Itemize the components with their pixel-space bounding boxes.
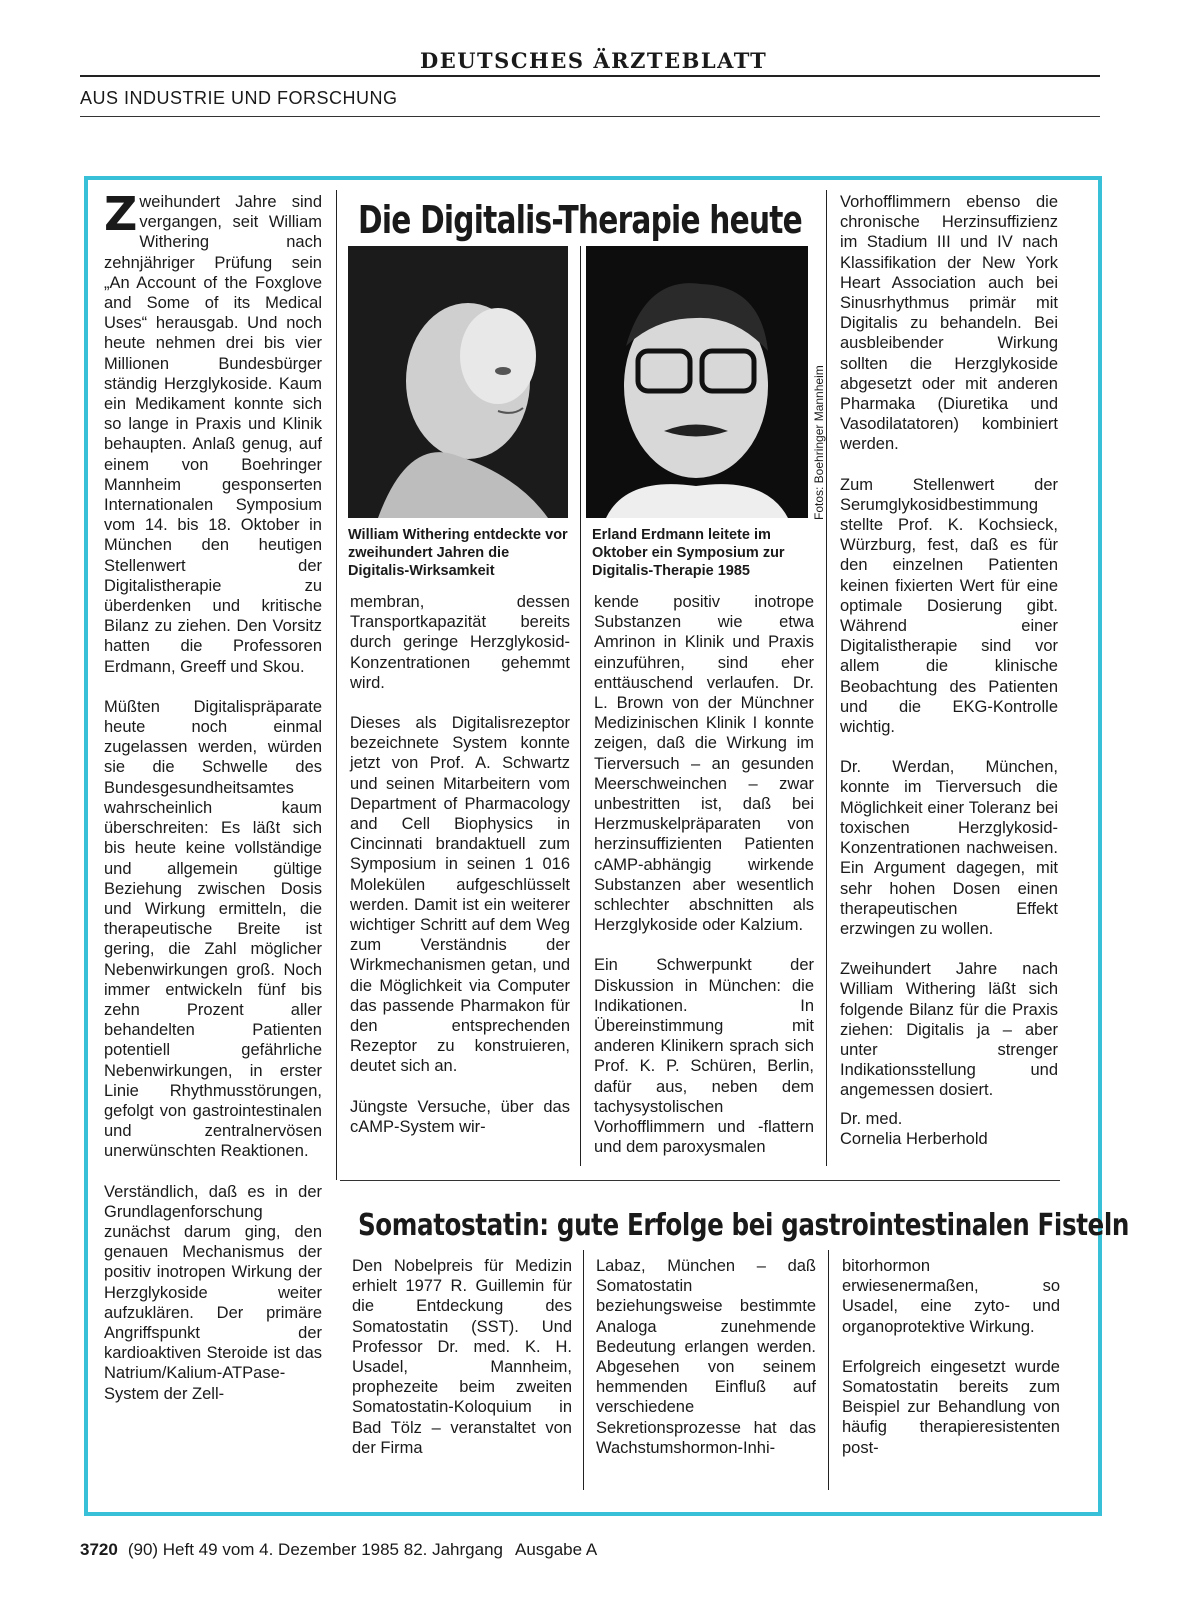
paragraph: Dieses als Digitalisrezeptor bezeichnete System konnte jetzt von Prof. A. Schwartz und seinen Mitarbeitern vom Department of Pharmacology and Cell Biophysics in Cincinnati brandaktuell zum Symposium in seinen 1 016 Molekülen aufgeschlüsselt werden. Damit ist ein weiterer wichtiger Schritt auf dem Weg zum Verständnis der Wirkmechanismen getan, und die Möglichkeit via Computer das passende Pharmakon für den entsprechenden Rezeptor zu konstruieren, deutet sich an. <box>350 714 570 1076</box>
paragraph: Dr. Werdan, München, konnte im Tierversuch die Möglichkeit einer Toleranz bei toxischen Herzglykosid-Konzentrationen nachweisen. Ein Argument dagegen, mit sehr hohen Dosen einen therapeutischen Effekt erzwingen zu wollen. <box>840 758 1058 938</box>
author-name: Cornelia Herberhold <box>840 1129 988 1148</box>
photo-credit: Fotos: Boehringer Mannheim <box>812 365 826 520</box>
page-number: 3720 <box>80 1540 118 1559</box>
article1-col4 <box>840 192 1058 1149</box>
column-divider <box>583 1250 584 1490</box>
section-rule <box>80 116 1100 117</box>
paragraph: Zweihundert Jahre nach William Withering läßt sich folgende Bilanz für die Praxis ziehen: Digitalis ja – aber unter strenger Indikationsstellung und angemessen dosiert. <box>840 960 1058 1100</box>
paragraph: Erfolgreich eingesetzt wurde Somatostatin bereits zum Beispiel zur Behandlung von häufig therapieresistenten post- <box>842 1357 1060 1457</box>
paragraph: Vorhofflimmern ebenso die chronische Herzinsuffizienz im Stadium III und IV nach Klassifikation der New York Heart Association auch bei Sinusrhythmus primär mit Digitalis zu behandeln. Bei ausbleibender Wirkung sollten die Herzglykoside abgesetzt oder mit anderen Pharmaka (Diuretika und Vasodilatatoren) kombiniert werden. <box>840 193 1058 454</box>
column-divider <box>828 1250 829 1490</box>
paragraph: Labaz, München – daß Somatostatin beziehungsweise bestimmte Analoga zunehmende Bedeutung erlangen werden. Abgesehen von seinem hemmenden Einfluß auf verschiedene Sekretionsprozesse hat das Wachstumshormon-Inhi- <box>596 1257 816 1457</box>
masthead: DEUTSCHES ÄRZTEBLATT <box>420 48 768 73</box>
withering-portrait-image <box>348 246 568 518</box>
article2-col1 <box>352 1256 572 1478</box>
article1-col2 <box>350 592 570 1157</box>
paragraph: weihundert Jahre sind vergangen, seit William Withering nach zehnjähriger Prüfung sein „An Account of the Foxglove and Some of its Medical Uses“ herausgab. Und noch heute nehmen drei bis vier Millionen Bundesbürger ständig Herzglykoside. Kaum ein Medikament konnte sich so lange in Praxis und Klinik behaupten. Anlaß genug, auf einem von Boehringer Mannheim gesponserten Internationalen Symposium vom 14. bis 18. Oktober in München den heutigen Stellenwert der Digitalistherapie zu überdenken und kritische Bilanz zu ziehen. Den Vorsitz hatten die Professoren Erdmann, Greeff und Skou. <box>104 193 322 676</box>
paragraph: Verständlich, daß es in der Grundlagenforschung zunächst darum ging, den genauen Mechanismus der positiv inotropen Wirkung der Herzglykoside weiter aufzuklären. Der primäre Angriffspunkt der kardioaktiven Steroide ist das Natrium/Kalium-ATPase-System der Zell- <box>104 1182 322 1403</box>
dropcap: Z <box>104 187 138 241</box>
paragraph: Zum Stellenwert der Serumglykosidbestimmung stellte Prof. K. Kochsieck, Würzburg, fest, daß es für den einzelnen Patienten keinen fixierten Wert für eine optimale Dosierung gibt. Während einer Digitalistherapie sind vor allem die klinische Beobachtung des Patienten und die EKG-Kontrolle wichtig. <box>840 475 1058 737</box>
paragraph: Ein Schwerpunkt der Diskussion in München: die Indikationen. In Übereinstimmung mit anderen Klinikern sprach sich Prof. K. P. Schüren, Berlin, dafür aus, neben dem tachysystolischen Vorhofflimmern und -flattern und dem paroxysmalen <box>594 956 814 1157</box>
article1-col1 <box>104 187 322 1424</box>
paragraph: kende positiv inotrope Substanzen wie etwa Amrinon in Klinik und Praxis einzuführen, sind eher enttäuschend verlaufen. Dr. L. Brown von der Münchner Medizinischen Klinik I konnte zeigen, daß die Wirkung im Tierversuch – an gesunden Meerschweinchen – zwar unbestritten ist, daß bei Herzmuskelpräparaten von herzinsuffizienten Patienten cAMP-abhängig wirkende Substanzen aber wesentlich schlechter abschnitten als Herzglykoside oder Kalzium. <box>594 593 814 935</box>
edition-info: Ausgabe A <box>514 1540 598 1559</box>
masthead-rule <box>80 75 1100 77</box>
paragraph: Den Nobelpreis für Medizin erhielt 1977 R. Guillemin für die Entdeckung des Somatostatin (SST). Und Professor Dr. med. K. H. Usadel, Mannheim, prophezeite beim zweiten Somatostatin-Koloquium in Bad Tölz – veranstaltet von der Firma <box>352 1257 572 1457</box>
page-footer <box>80 1540 597 1560</box>
paragraph: membran, dessen Transportkapazität bereits durch geringe Herzglykosid-Konzentrationen gehemmt wird. <box>350 593 570 692</box>
article-separator <box>340 1180 1060 1181</box>
issue-info: (90) Heft 49 vom 4. Dezember 1985 82. Jahrgang <box>127 1540 503 1559</box>
article1-headline: Die Digitalis-Therapie heute <box>358 198 802 242</box>
column-divider <box>336 190 337 1180</box>
article2-headline: Somatostatin: gute Erfolge bei gastrointestinalen Fisteln <box>358 1208 1129 1243</box>
article2-col2 <box>596 1256 816 1478</box>
photo-caption-erdmann: Erland Erdmann leitete im Oktober ein Symposium zur Digitalis-Therapie 1985 <box>592 527 785 579</box>
column-divider <box>580 246 581 1166</box>
paragraph: Jüngste Versuche, über das cAMP-System wir- <box>350 1097 570 1136</box>
erdmann-portrait-image <box>586 246 808 518</box>
section-title: AUS INDUSTRIE UND FORSCHUNG <box>80 88 398 108</box>
paragraph: Müßten Digitalispräparate heute noch einmal zugelassen werden, würden sie die Schwelle des Bundesgesundheitsamtes wahrscheinlich kaum überschreiten: Es läßt sich bis heute keine vollständige und allgemein gültige Beziehung zwischen Dosis und Wirkung ermitteln, die therapeutische Breite ist gering, die Zahl möglicher Nebenwirkungen groß. Noch immer entwickeln fünf bis zehn Prozent aller behandelten Patienten potentiell gefährliche Nebenwirkungen, in erster Linie Rhythmusstörungen, gefolgt von gastrointestinalen und zentralnervösen unerwünschten Reaktionen. <box>104 697 322 1161</box>
column-divider <box>826 190 827 1166</box>
author-title: Dr. med. <box>840 1109 903 1128</box>
photo-caption-withering: William Withering entdeckte vor zweihundert Jahren die Digitalis-Wirksamkeit <box>348 527 568 579</box>
paragraph: bitorhormon erwiesenermaßen, so Usadel, eine zyto- und organoprotektive Wirkung. <box>842 1257 1060 1336</box>
article1-col3 <box>594 592 814 1177</box>
article2-col3 <box>842 1256 1060 1478</box>
